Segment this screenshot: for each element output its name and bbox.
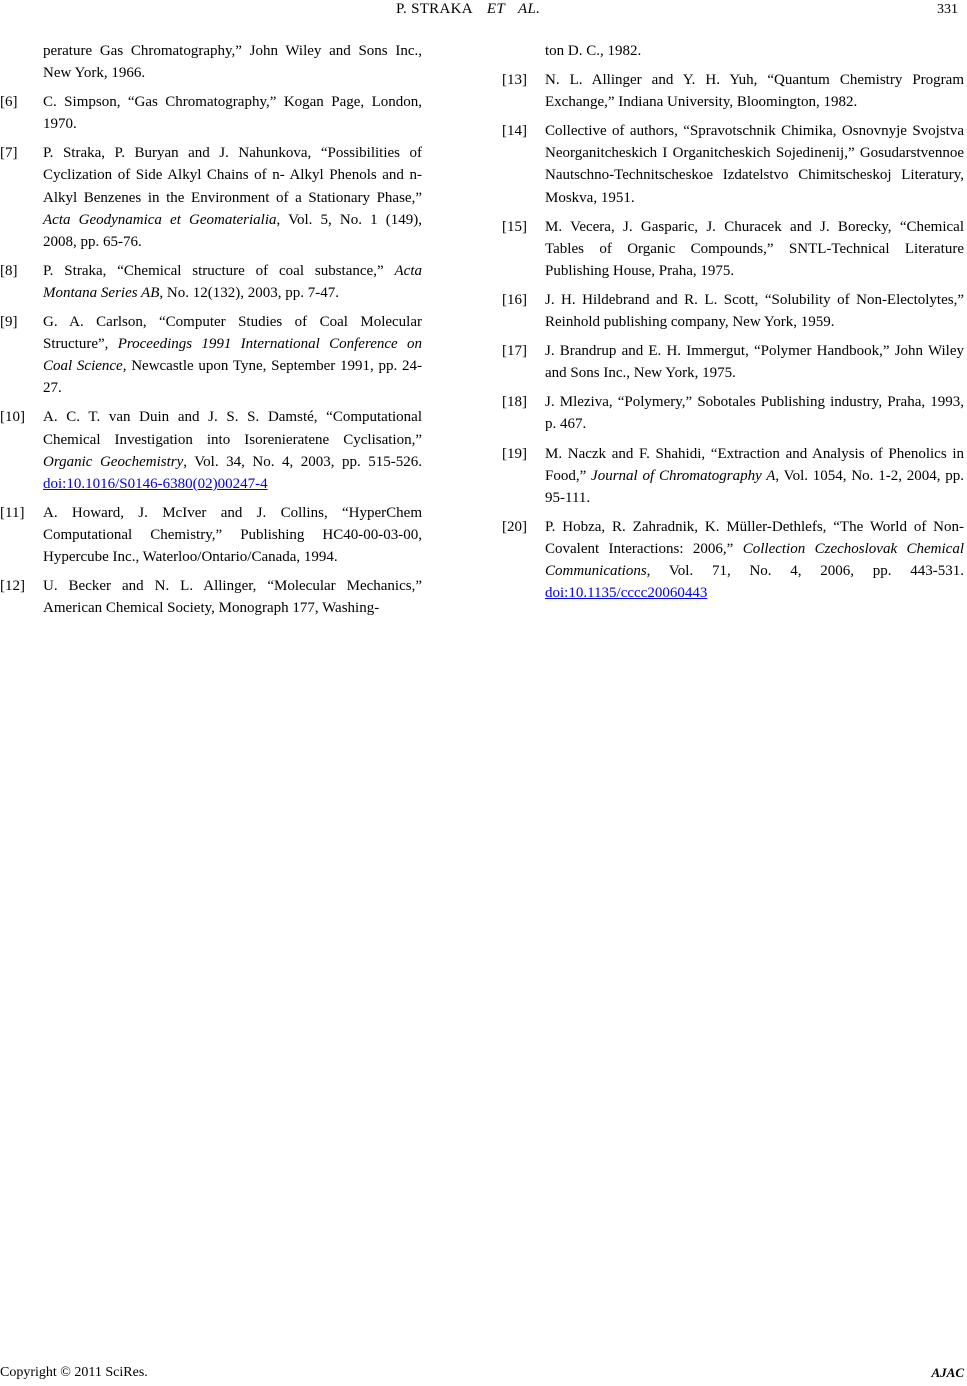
reference-text-segment: J. H. Hildebrand and R. L. Scott, “Solubility of Non-Electolytes,” Reinhold publishing company, New York, 1959.: [545, 291, 964, 331]
header-author: P. STRAKA: [396, 1, 473, 17]
reference-text: [43, 406, 422, 494]
reference-text-segment: , Vol. 34, No. 4, 2003, pp. 515-526.: [183, 453, 422, 470]
reference-number: [16]: [502, 291, 527, 308]
reference-list: [502, 69, 964, 604]
page-footer: [0, 1365, 967, 1385]
running-title: [396, 1, 540, 18]
reference-text-segment: Collective of authors, “Spravotschnik Chimika, Osnovnyje Svojstva Neorganitcheskich I Organitcheskich Sojedinenij,” Gosudarstvennoe Nautschno-Technitscheskoe Izdatelstvo Chimitscheskoj Literatury, Moskva, 1951.: [545, 123, 964, 206]
left-column: [0, 40, 422, 626]
reference-entry: [0, 260, 422, 304]
reference-text: [43, 91, 422, 135]
reference-text-segment: , Vol. 1054, No. 1-2, 2004, pp. 95-111.: [545, 467, 965, 506]
reference-source-title: Acta Geodynamica et Geomaterialia: [43, 211, 277, 228]
reference-entry: [502, 340, 964, 384]
reference-text-segment: M. Naczk and F. Shahidi, “Extraction and Analysis of Phenolics in Food,”: [545, 445, 964, 484]
reference-entry: [0, 575, 422, 619]
reference-entry: [502, 516, 964, 604]
reference-entry: [0, 91, 422, 135]
reference-number: [12]: [0, 578, 25, 595]
page-number: 331: [937, 2, 958, 17]
reference-entry: [502, 69, 964, 113]
reference-entry: [0, 142, 422, 252]
reference-number: [6]: [0, 94, 18, 111]
reference-entry: [502, 391, 964, 435]
reference-number: [13]: [502, 72, 527, 89]
reference-source-title: Proceedings 1991 International Conference on Coal Science,: [43, 336, 423, 375]
reference-list: [0, 91, 422, 619]
reference-text-segment: U. Becker and N. L. Allinger, “Molecular Mechanics,” American Chemical Society, Monograph 177, Washing-: [43, 578, 422, 617]
reference-number: [15]: [502, 218, 527, 235]
reference-entry: [0, 311, 422, 399]
reference-text-segment: G. A. Carlson, “Computer Studies of Coal Molecular Structure”,: [43, 314, 422, 353]
reference-text-segment: J. Mleziva, “Polymery,” Sobotales Publishing industry, Praha, 1993, p. 467.: [545, 394, 964, 433]
reference-text-segment: , No. 12(132), 2003, pp. 7-47.: [159, 284, 339, 301]
reference-source-title: Acta Montana Series AB: [43, 262, 422, 301]
reference-text: [545, 340, 964, 384]
reference-text: [43, 142, 422, 252]
reference-number: [10]: [0, 409, 25, 426]
reference-text: [43, 260, 422, 304]
reference-continuation: ton D. C., 1982.: [545, 43, 642, 59]
doi-link[interactable]: doi:10.1016/S0146-6380(02)00247-4: [43, 475, 268, 492]
reference-text: [545, 289, 964, 333]
reference-entry: [502, 443, 964, 509]
reference-text: [545, 391, 964, 435]
copyright-notice: Copyright © 2011 SciRes.: [0, 1365, 148, 1380]
reference-text-segment: J. Brandrup and E. H. Immergut, “Polymer Handbook,” John Wiley and Sons Inc., New York, 1975.: [545, 343, 964, 382]
reference-number: [18]: [502, 394, 527, 411]
reference-entry: [502, 289, 964, 333]
reference-continuation: perature Gas Chromatography,” John Wiley and Sons Inc., New York, 1966.: [43, 43, 422, 82]
reference-text: [43, 311, 422, 399]
reference-number: [9]: [0, 314, 18, 331]
reference-source-title: Collection Czechoslovak Chemical Communications: [545, 540, 964, 579]
right-column: [502, 40, 964, 611]
reference-number: [14]: [502, 123, 527, 140]
reference-source-title: Journal of Chromatography A: [591, 467, 776, 484]
reference-text-segment: A. C. T. van Duin and J. S. S. Damsté, “Computational Chemical Investigation into Isorenieratene Cyclisation,”: [43, 409, 422, 448]
reference-number: [19]: [502, 445, 527, 462]
reference-entry: [0, 502, 422, 568]
header-etal: ET AL.: [486, 1, 541, 17]
reference-entry: [502, 216, 964, 282]
reference-entry: [0, 406, 422, 494]
reference-text: [43, 575, 422, 619]
reference-text-segment: A. Howard, J. McIver and J. Collins, “HyperChem Computational Chemistry,” Publishing HC40-00-03-00, Hypercube Inc., Waterloo/Ontario/Canada, 1994.: [43, 504, 422, 565]
reference-text: [545, 516, 964, 604]
reference-text-segment: M. Vecera, J. Gasparic, J. Churacek and J. Borecky, “Chemical Tables of Organic Compounds,” SNTL-Technical Literature Publishing House, Praha, 1975.: [545, 218, 964, 279]
reference-entry: [502, 120, 964, 208]
reference-text: [545, 443, 964, 509]
running-header: [0, 0, 967, 24]
reference-number: [11]: [0, 504, 25, 521]
reference-number: [17]: [502, 343, 527, 360]
reference-text-segment: Newcastle upon Tyne, September 1991, pp. 24-27.: [43, 358, 422, 397]
reference-text-segment: N. L. Allinger and Y. H. Yuh, “Quantum Chemistry Program Exchange,” Indiana University, Bloomington, 1982.: [545, 72, 964, 111]
reference-text-segment: P. Straka, P. Buryan and J. Nahunkova, “Possibilities of Cyclization of Side Alkyl Chains of n- Alkyl Phenols and n- Alkyl Benzenes in the Environment of a Stationary Phase,”: [43, 145, 422, 206]
reference-text: [545, 120, 964, 208]
reference-number: [20]: [502, 518, 527, 535]
reference-text-segment: C. Simpson, “Gas Chromatography,” Kogan Page, London, 1970.: [43, 94, 422, 133]
reference-number: [8]: [0, 262, 18, 279]
reference-source-title: Organic Geochemistry: [43, 453, 184, 470]
reference-text-segment: , Vol. 71, No. 4, 2006, pp. 443-531.: [646, 562, 964, 579]
reference-text-segment: P. Straka, “Chemical structure of coal substance,”: [43, 262, 395, 279]
reference-text-segment: P. Hobza, R. Zahradnik, K. Müller-Dethlefs, “The World of Non-Covalent Interactions: 2006,”: [545, 518, 964, 557]
reference-number: [7]: [0, 145, 18, 162]
reference-text-segment: , Vol. 5, No. 1 (149), 2008, pp. 65-76.: [43, 211, 423, 250]
reference-text: [43, 502, 422, 568]
reference-text: [545, 216, 964, 282]
doi-link[interactable]: doi:10.1135/cccc20060443: [545, 585, 708, 602]
reference-text: [545, 69, 964, 113]
journal-abbreviation: AJAC: [931, 1365, 964, 1380]
